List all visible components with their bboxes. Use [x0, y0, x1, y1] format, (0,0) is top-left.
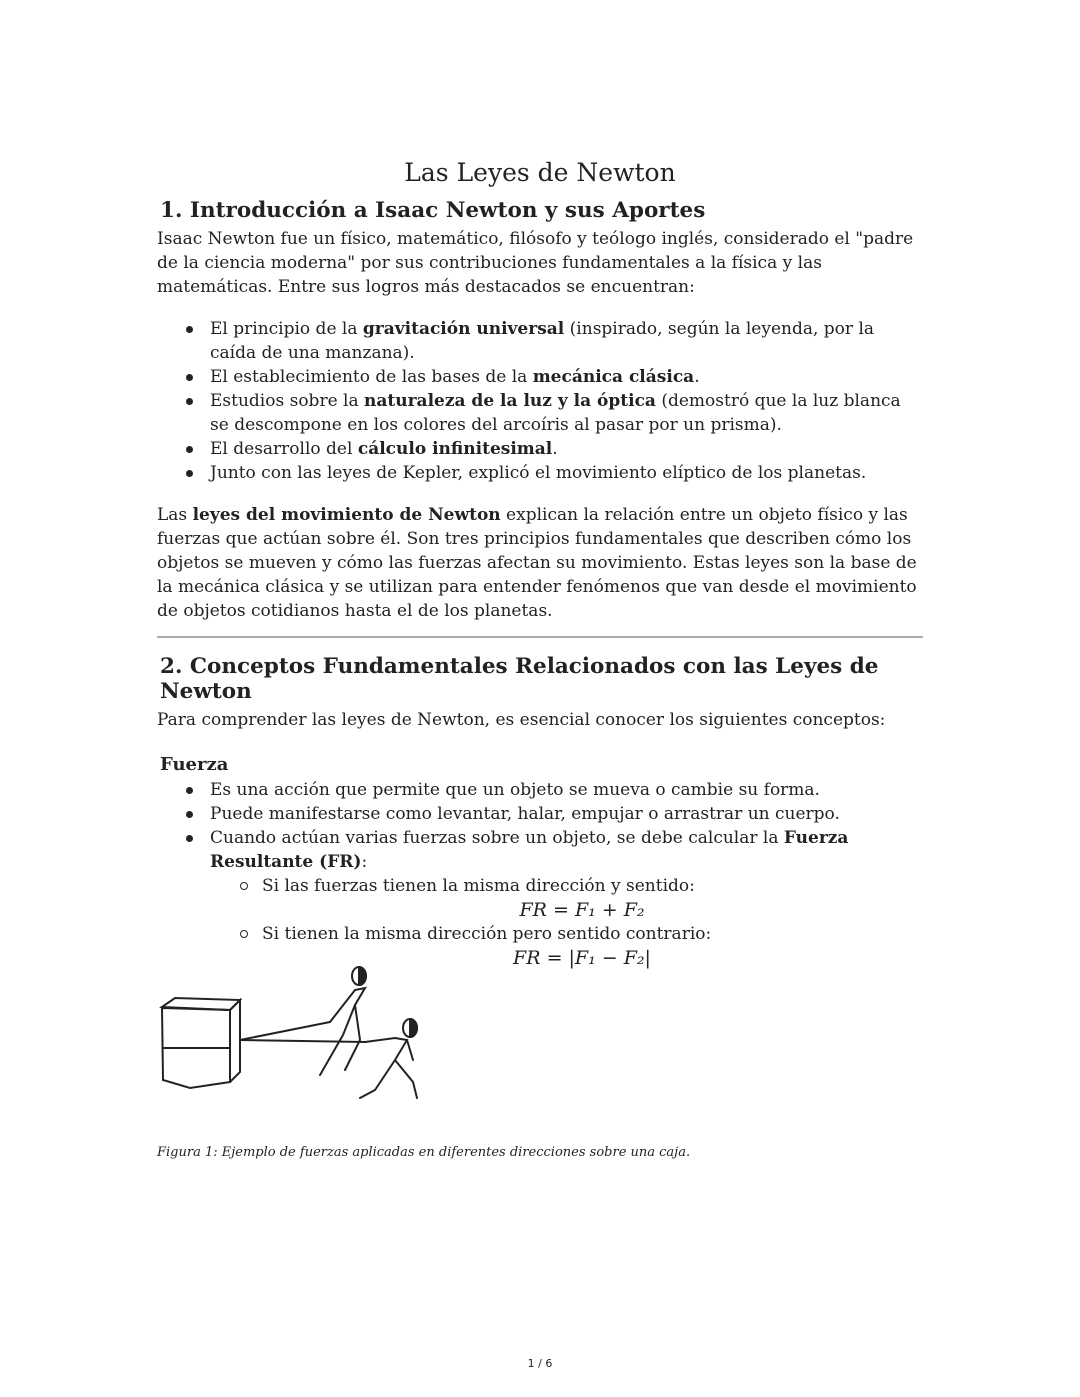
text: : — [361, 852, 368, 872]
figure-caption: Figura 1: Ejemplo de fuerzas aplicadas en diferentes direcciones sobre una caja. — [157, 1145, 691, 1160]
sub-list-item — [157, 874, 927, 898]
bold-text: leyes del movimiento de Newton — [192, 505, 501, 525]
page-number: 1 / 6 — [527, 1357, 553, 1370]
text: . — [694, 367, 700, 387]
sub-list-item — [157, 922, 927, 946]
bullet-icon — [186, 326, 193, 333]
bullet-icon — [186, 811, 193, 818]
bullet-icon — [186, 446, 193, 453]
text: (demostró que la luz blanca se descompone en los colores del arcoíris al pasar por un prisma). — [210, 391, 901, 435]
formula-same-direction: FR = F₁ + F₂ — [519, 899, 645, 921]
list-item — [157, 389, 923, 437]
text: El establecimiento de las bases de la — [210, 367, 533, 387]
text: Es una acción que permite que un objeto se mueva o cambie su forma. — [210, 780, 820, 800]
list-item — [157, 437, 923, 461]
text: Si las fuerzas tienen la misma dirección y sentido: — [262, 876, 695, 896]
section-2-heading: 2. Conceptos Fundamentales Relacionados con las Leyes de Newton — [160, 654, 879, 704]
bold-text: gravitación universal — [362, 319, 565, 339]
subheading-fuerza: Fuerza — [160, 754, 229, 775]
text: Si tienen la misma dirección pero sentido contrario: — [262, 924, 712, 944]
document-title: Las Leyes de Newton — [404, 158, 676, 187]
text: Las — [157, 505, 193, 525]
text: Estudios sobre la — [210, 391, 365, 411]
bullet-icon — [186, 787, 193, 794]
rope-2 — [240, 1040, 365, 1042]
section-1-intro: Isaac Newton fue un físico, matemático, filósofo y teólogo inglés, considerado el "padre de la ciencia moderna" por sus contribuciones fundamentales a la física y las matemáticas. Entre sus logros más destacados se encuentran: — [157, 229, 914, 297]
text: El principio de la — [210, 319, 363, 339]
section-2 — [157, 654, 927, 970]
list-item — [157, 365, 923, 389]
list-item — [157, 778, 927, 802]
formula-opposite-direction: FR = |F₁ − F₂| — [513, 947, 651, 969]
bold-text: mecánica clásica — [532, 367, 695, 387]
section-2-intro: Para comprender las leyes de Newton, es esencial conocer los siguientes conceptos: — [157, 710, 886, 730]
bold-text: naturaleza de la luz y la óptica — [364, 391, 656, 411]
list-item — [157, 317, 923, 365]
bold-text: cálculo infinitesimal — [357, 439, 553, 459]
divider — [157, 636, 923, 638]
bold-text: Fuerza Resultante (FR) — [210, 828, 849, 872]
figure-tug-of-war-illustration — [155, 960, 435, 1110]
force-list — [157, 778, 927, 970]
text: . — [552, 439, 558, 459]
list-item — [157, 461, 923, 485]
section-1-closing — [157, 503, 927, 623]
bullet-icon — [186, 398, 193, 405]
section-1 — [157, 198, 927, 623]
text: El desarrollo del — [210, 439, 358, 459]
circle-bullet-icon — [240, 882, 248, 890]
achievements-list — [157, 317, 927, 485]
text: (inspirado, según la leyenda, por la caída de una manzana). — [210, 319, 875, 363]
bullet-icon — [186, 835, 193, 842]
section-1-heading: 1. Introducción a Isaac Newton y sus Aportes — [160, 198, 706, 223]
text: Cuando actúan varias fuerzas sobre un objeto, se debe calcular la — [210, 828, 784, 848]
text: Puede manifestarse como levantar, halar, empujar o arrastrar un cuerpo. — [210, 804, 840, 824]
bullet-icon — [186, 374, 193, 381]
list-item — [157, 826, 927, 874]
list-item — [157, 802, 927, 826]
circle-bullet-icon — [240, 930, 248, 938]
bullet-icon — [186, 470, 193, 477]
rope-1 — [240, 1022, 330, 1040]
text: Junto con las leyes de Kepler, explicó el movimiento elíptico de los planetas. — [210, 463, 867, 483]
text: explican la relación entre un objeto físico y las fuerzas que actúan sobre él. Son tres principios fundamentales que describen cómo los objetos se mueven y cómo las fuerzas afectan su movimiento. Estas leyes son la base de la mecánica clásica y se utilizan para entender fenómenos que van desde el movimiento de objetos cotidianos hasta el de los planetas. — [157, 505, 917, 621]
